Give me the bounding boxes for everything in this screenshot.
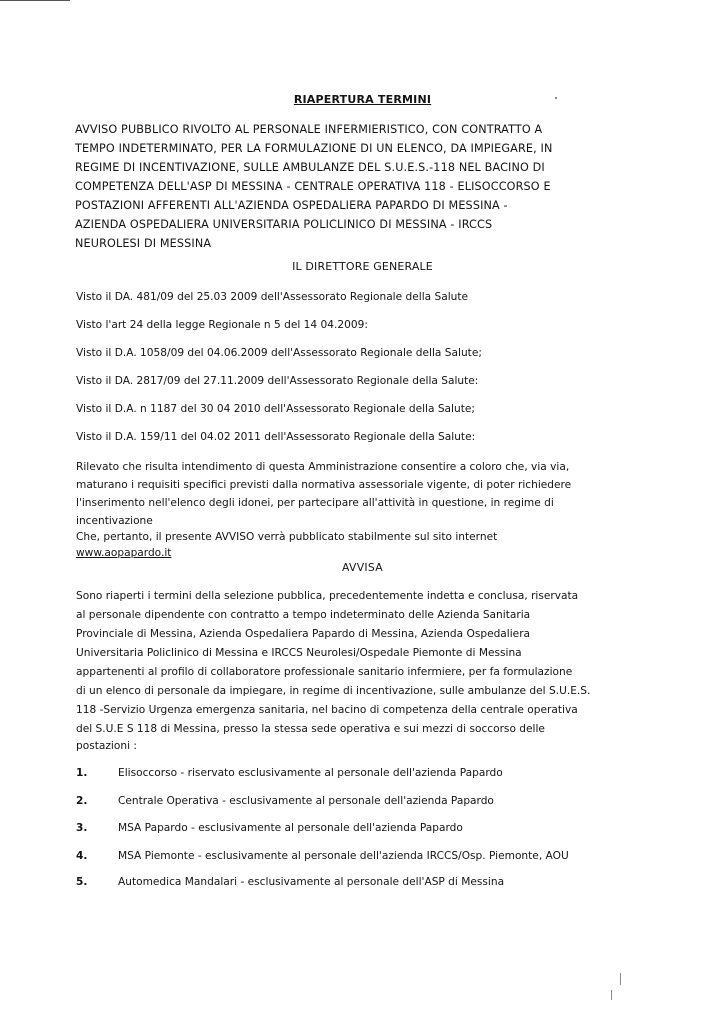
visto-line: Visto il DA. 481/09 del 25.03 2009 dell'Assessorato Regionale della Salute — [76, 291, 469, 303]
notice-heading-line: AZIENDA OSPEDALIERA UNIVERSITARIA POLICLINICO DI MESSINA - IRCCS — [75, 218, 493, 231]
website-line — [76, 545, 634, 563]
scan-speck — [620, 973, 621, 985]
website-link[interactable]: www.aopapardo.it — [76, 547, 172, 559]
visto-line: Visto il D.A. n 1187 del 30 04 2010 dell'Assessorato Regionale della Salute; — [76, 403, 475, 415]
scan-edge-line — [0, 0, 70, 1]
visto-line: Visto il DA. 2817/09 del 27.11.2009 dell'Assessorato Regionale della Salute: — [76, 375, 479, 387]
body-line: al personale dipendente con contratto a tempo indeterminato delle Azienda Sanitaria — [76, 609, 531, 621]
list-item-number: 2. — [76, 795, 88, 807]
body-line: appartenenti al profilo di collaboratore professionale sanitario infermiere, per fa formulazione — [76, 666, 573, 678]
document-title: RIAPERTURA TERMINI — [293, 93, 432, 106]
body-line: di un elenco di personale da impiegare, in regime di incentivazione, sulle ambulanze del S.U.E.S. — [76, 685, 591, 697]
list-item-number: 1. — [76, 767, 88, 779]
list-item-text: Automedica Mandalari - esclusivamente al personale dell'ASP di Messina — [118, 876, 505, 888]
visto-line: Visto l'art 24 della legge Regionale n 5 del 14 04.2009: — [76, 319, 368, 331]
list-item-text: MSA Piemonte - esclusivamente al personale dell'azienda IRCCS/Osp. Piemonte, AOU — [118, 850, 569, 862]
notice-heading-line: NEUROLESI DI MESSINA — [75, 237, 212, 250]
publication-line: Che, pertanto, il presente AVVISO verrà pubblicato stabilmente sul sito internet — [76, 531, 498, 543]
list-item-text: Centrale Operativa - esclusivamente al personale dell'azienda Papardo — [118, 795, 494, 807]
notice-heading-line: COMPETENZA DELL'ASP DI MESSINA - CENTRALE OPERATIVA 118 - ELISOCCORSO E — [75, 180, 551, 193]
body-line: Universitaria Policlinico di Messina e IRCCS Neurolesi/Ospedale Piemonte di Messina — [76, 647, 522, 659]
list-item-number: 3. — [76, 822, 88, 834]
body-line: Sono riaperti i termini della selezione pubblica, precedentemente indetta e conclusa, riservata — [76, 590, 579, 602]
rilevato-line: incentivazione — [76, 515, 153, 527]
list-item-text: MSA Papardo - esclusivamente al personale dell'azienda Papardo — [118, 822, 463, 834]
notice-heading-line: AVVISO PUBBLICO RIVOLTO AL PERSONALE INFERMIERISTICO, CON CONTRATTO A — [75, 123, 543, 136]
list-item-number: 5. — [76, 876, 88, 888]
list-item-number: 4. — [76, 850, 88, 862]
list-item-text: Elisoccorso - riservato esclusivamente al personale dell'azienda Papardo — [118, 767, 503, 779]
avvisa-heading: AVVISA — [342, 561, 383, 574]
scan-speck — [611, 990, 612, 1000]
notice-heading-line: TEMPO INDETERMINATO, PER LA FORMULAZIONE DI UN ELENCO, DA IMPIEGARE, IN — [75, 142, 553, 155]
director-heading: IL DIRETTORE GENERALE — [292, 260, 433, 273]
body-line: del S.U.E S 118 di Messina, presso la stessa sede operativa e sui mezzi di soccorso delle — [76, 723, 545, 735]
rilevato-line: l'inserimento nell'elenco degli idonei, per partecipare all'attività in questione, in regime di — [76, 497, 554, 509]
notice-heading-line: POSTAZIONI AFFERENTI ALL'AZIENDA OSPEDALIERA PAPARDO DI MESSINA - — [75, 199, 508, 212]
body-line: 118 -Servizio Urgenza emergenza sanitaria, nel bacino di competenza della centrale operativa — [76, 704, 578, 716]
body-line: postazioni : — [76, 740, 137, 752]
visto-line: Visto il D.A. 159/11 del 04.02 2011 dell'Assessorato Regionale della Salute: — [76, 431, 476, 443]
rilevato-line: maturano i requisiti specifici previsti dalla normativa assessoriale vigente, di poter richiedere — [76, 479, 572, 491]
notice-heading-line: REGIME DI INCENTIVAZIONE, SULLE AMBULANZE DEL S.U.E.S.-118 NEL BACINO DI — [75, 161, 545, 174]
body-line: Provinciale di Messina, Azienda Ospedaliera Papardo di Messina, Azienda Ospedaliera — [76, 628, 531, 640]
rilevato-line: Rilevato che risulta intendimento di questa Amministrazione consentire a coloro che, via via, — [76, 461, 570, 473]
visto-line: Visto il D.A. 1058/09 del 04.06.2009 dell'Assessorato Regionale della Salute; — [76, 347, 482, 359]
